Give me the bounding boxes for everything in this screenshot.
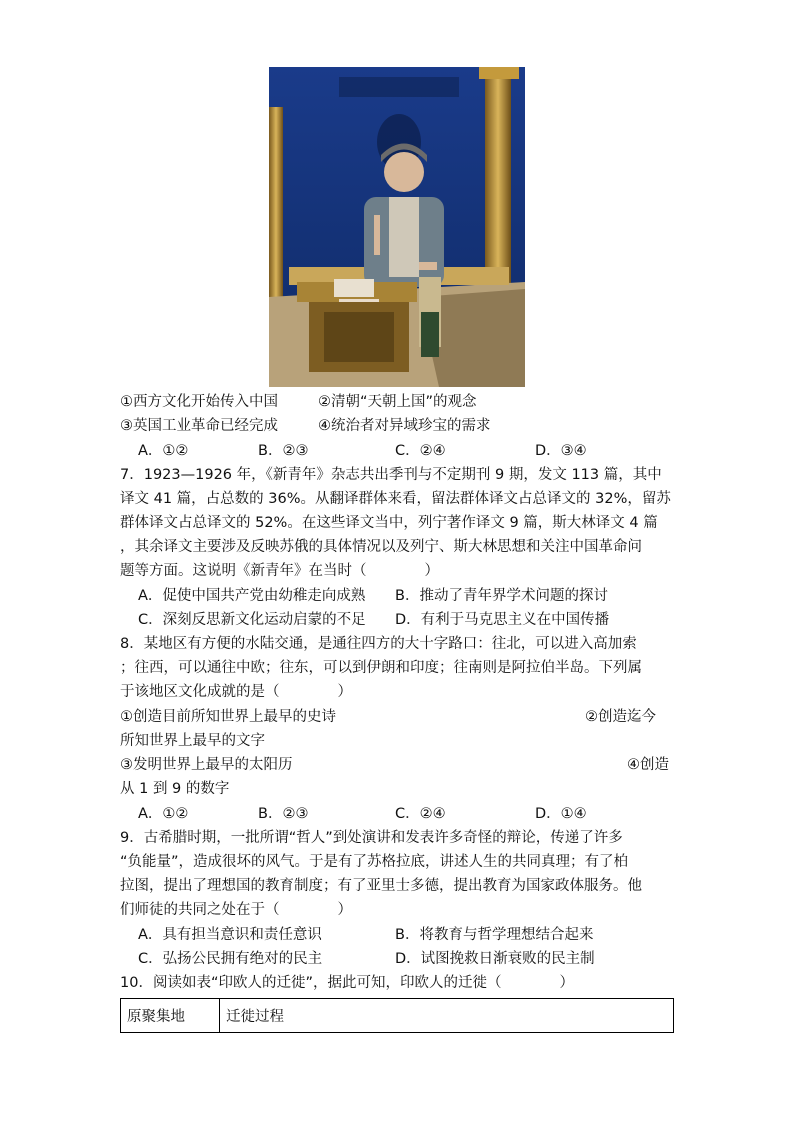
q8-stem-line: 于该地区文化成就的是（ ） xyxy=(120,684,352,700)
q6-statement-1: ①西方文化开始传入中国 xyxy=(120,394,278,410)
q8-statement-2-cont: 所知世界上最早的文字 xyxy=(120,733,265,749)
q7-stem-line: 题等方面。这说明《新青年》在当时（ ） xyxy=(120,563,439,579)
q9-option-c[interactable]: C．弘扬公民拥有绝对的民主 xyxy=(138,951,323,967)
q8-statement-1: ①创造目前所知世界上最早的史诗 xyxy=(120,709,336,725)
q8-option-c[interactable]: C．②④ xyxy=(395,806,446,822)
q7-stem-line: 群体译文占总译文的 52%。在这些译文当中，列宁著作译文 9 篇，斯大林译文 4 篇 xyxy=(120,515,658,531)
q7-stem-line: 7．1923—1926 年，《新青年》杂志共出季刊与不定期刊 9 期，发文 113 篇，其中 xyxy=(120,467,662,483)
q7-option-c[interactable]: C．深刻反思新文化运动启蒙的不足 xyxy=(138,612,366,628)
q6-option-b[interactable]: B．②③ xyxy=(258,443,309,459)
q6-statement-2: ②清朝“天朝上国”的观念 xyxy=(318,394,477,410)
q7-option-a[interactable]: A．促使中国共产党由幼稚走向成熟 xyxy=(138,588,366,604)
q7-stem-line: 译文 41 篇，占总数的 36%。从翻译群体来看，留法群体译文占总译文的 32%，留苏 xyxy=(120,491,671,507)
table-header-process: 迁徙过程 xyxy=(220,999,674,1033)
q8-statement-4-cont: 从 1 到 9 的数字 xyxy=(120,781,230,797)
q8-stem-line: 8．某地区有方便的水陆交通，是通往四方的大十字路口：往北，可以进入高加索 xyxy=(120,636,637,652)
q9-stem-line: “负能量”，造成很坏的风气。于是有了苏格拉底，讲述人生的共同真理；有了柏 xyxy=(120,854,629,870)
q9-stem-line: 们师徒的共同之处在于（ ） xyxy=(120,902,352,918)
q9-option-b[interactable]: B．将教育与哲学理想结合起来 xyxy=(395,927,594,943)
q9-stem-line: 拉图，提出了理想国的教育制度；有了亚里士多德，提出教育为国家政体服务。他 xyxy=(120,878,642,894)
q9-option-d[interactable]: D．试图挽救日渐衰败的民主制 xyxy=(395,951,595,967)
q8-statement-2: ②创造迄今 xyxy=(585,709,656,725)
q6-statement-4: ④统治者对异域珍宝的需求 xyxy=(318,418,491,434)
q7-stem-line: ，其余译文主要涉及反映苏俄的具体情况以及列宁、斯大林思想和关注中国革命问 xyxy=(120,539,642,555)
q6-statement-3: ③英国工业革命已经完成 xyxy=(120,418,278,434)
q6-option-d[interactable]: D．③④ xyxy=(535,443,587,459)
q7-option-b[interactable]: B．推动了青年界学术问题的探讨 xyxy=(395,588,608,604)
q10-stem: 10．阅读如表“印欧人的迁徙”，据此可知，印欧人的迁徙（ ） xyxy=(120,975,574,991)
q6-option-c[interactable]: C．②④ xyxy=(395,443,446,459)
migration-table xyxy=(120,998,674,1033)
q8-option-b[interactable]: B．②③ xyxy=(258,806,309,822)
q8-option-a[interactable]: A．①② xyxy=(138,806,189,822)
q9-option-a[interactable]: A．具有担当意识和责任意识 xyxy=(138,927,322,943)
q8-statement-3: ③发明世界上最早的太阳历 xyxy=(120,757,293,773)
q8-stem-line: ；往西，可以通往中欧；往东，可以到伊朗和印度；往南则是阿拉伯半岛。下列属 xyxy=(120,660,642,676)
q8-option-d[interactable]: D．①④ xyxy=(535,806,587,822)
q6-option-a[interactable]: A．①② xyxy=(138,443,189,459)
q8-statement-4: ④创造 xyxy=(627,757,669,773)
automaton-photo xyxy=(269,67,525,387)
q9-stem-line: 9．古希腊时期，一批所谓“哲人”到处演讲和发表许多奇怪的辩论，传递了许多 xyxy=(120,830,623,846)
table-header-origin: 原聚集地 xyxy=(121,999,220,1033)
q7-option-d[interactable]: D．有利于马克思主义在中国传播 xyxy=(395,612,610,628)
